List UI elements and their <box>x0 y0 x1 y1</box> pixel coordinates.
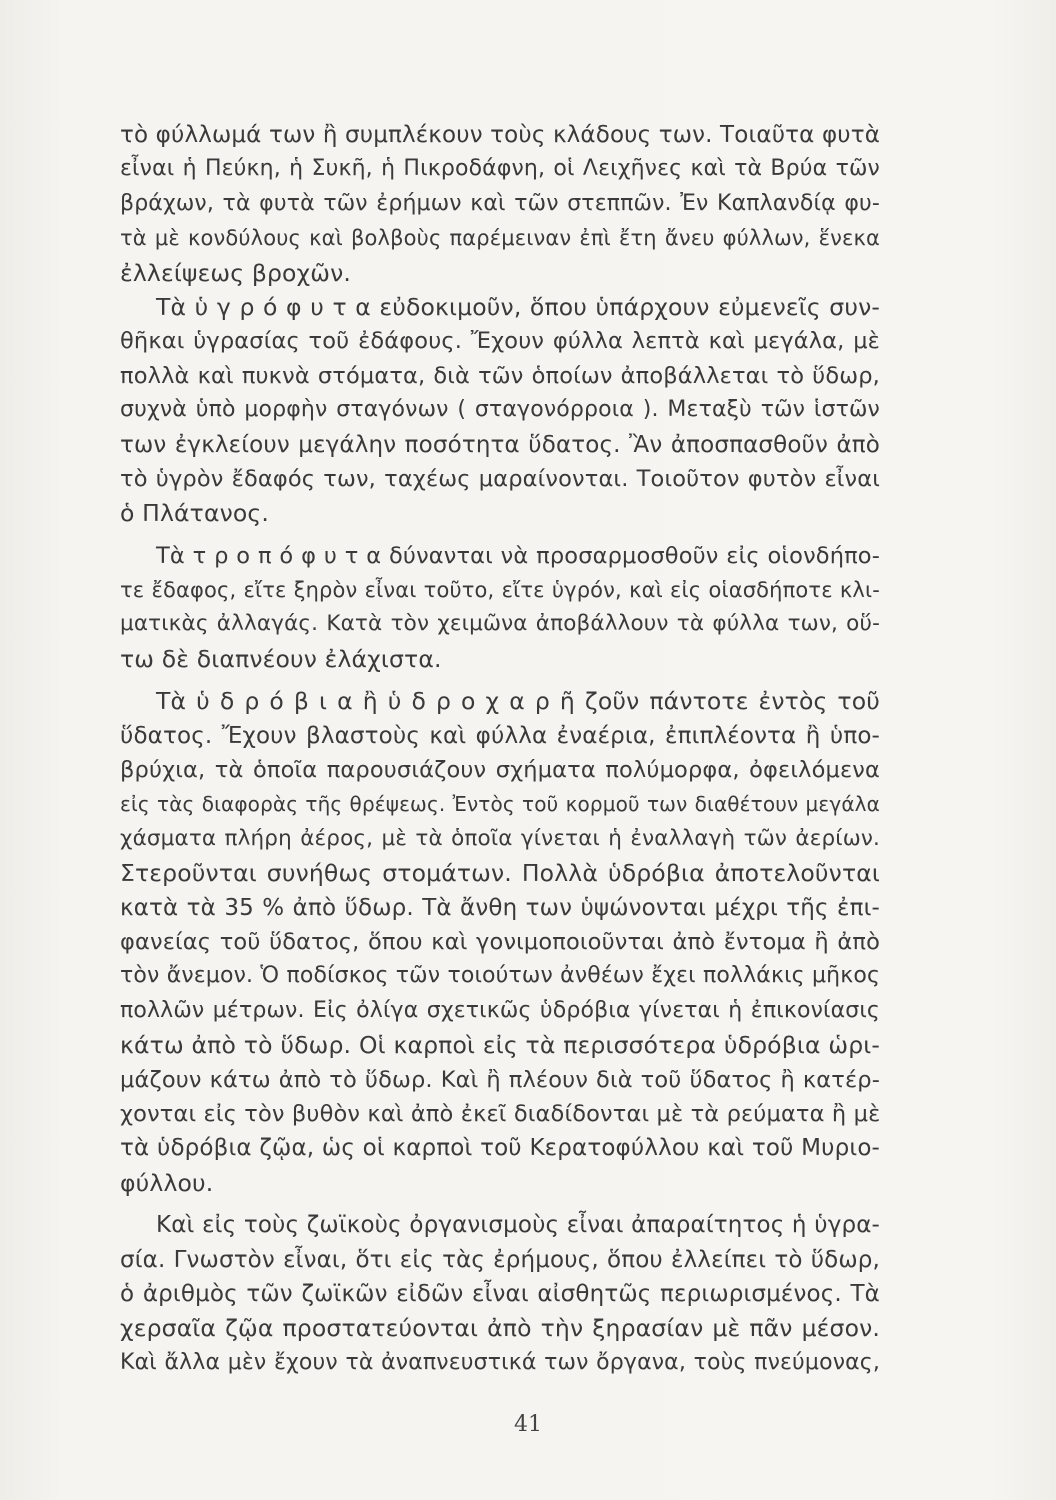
paragraph <box>120 539 880 677</box>
text-line: Στεροῦνται συνήθως στομάτων. Πολλὰ ὑδρόβια ἀποτελοῦνται <box>120 859 880 888</box>
text-line: θῆκαι ὑγρασίας τοῦ ἐδάφους. Ἔχουν φύλλα λεπτὰ καὶ μεγάλα, μὲ <box>120 328 880 355</box>
text-line: τὸ φύλλωμά των ἢ συμπλέκουν τοὺς κλάδους των. Τοιαῦτα φυτὰ <box>120 122 881 148</box>
text-line: Τὰ τ ρ ο π ό φ υ τ α δύνανται νὰ προσαρμοσθοῦν εἰς οἱονδήπο- <box>156 542 880 569</box>
text-line: ἐλλείψεως βροχῶν. <box>120 258 352 287</box>
text-line: των ἐγκλείουν μεγάλην ποσότητα ὕδατος. Ἂν ἀποσπασθοῦν ἀπὸ <box>120 431 880 458</box>
text-line: χονται εἰς τὸν βυθὸν καὶ ἀπὸ ἐκεῖ διαδίδονται μὲ τὰ ρεύματα ἢ μὲ <box>120 1100 881 1127</box>
text-line: πολλὰ καὶ πυκνὰ στόματα, διὰ τῶν ὁποίων ἀποβάλλεται τὸ ὕδωρ, <box>120 362 880 389</box>
text-line: ὁ ἀριθμὸς τῶν ζωϊκῶν εἰδῶν εἶναι αἰσθητῶς περιωρισμένος. Τὰ <box>120 1280 880 1307</box>
text-line: Καὶ εἰς τοὺς ζωϊκοὺς ὀργανισμοὺς εἶναι ἀπαραίτητος ἡ ὑγρα- <box>156 1212 880 1239</box>
text-line: τὸ ὑγρὸν ἔδαφός των, ταχέως μαραίνονται. Τοιοῦτον φυτὸν εἶναι <box>120 465 880 492</box>
text-line: Τὰ ὑ γ ρ ό φ υ τ α εὐδοκιμοῦν, ὅπου ὑπάρχουν εὐμενεῖς συν- <box>156 292 880 321</box>
text-line: χερσαῖα ζῷα προστατεύονται ἀπὸ τὴν ξηρασίαν μὲ πᾶν μέσον. <box>120 1314 880 1343</box>
text-line: πολλῶν μέτρων. Εἰς ὀλίγα σχετικῶς ὑδρόβια γίνεται ἡ ἐπικονίασις <box>120 997 880 1023</box>
text-line: Καὶ ἄλλα μὲν ἔχουν τὰ ἀναπνευστικά των ὄργανα, τοὺς πνεύμονας, <box>120 1349 880 1375</box>
text-line: Τὰ ὑ δ ρ ό β ι α ἢ ὑ δ ρ ο χ α ρ ῆ ζοῦν πάντοτε ἐντὸς τοῦ <box>156 687 880 716</box>
paragraph <box>120 1208 880 1380</box>
text-line: βράχων, τὰ φυτὰ τῶν ἐρήμων καὶ τῶν στεππῶν. Ἐν Καπλανδίᾳ φυ- <box>120 190 880 216</box>
body-text <box>120 118 880 1380</box>
text-line: ὕδατος. Ἔχουν βλαστοὺς καὶ φύλλα ἐναέρια, ἐπιπλέοντα ἢ ὑπο- <box>120 722 880 749</box>
text-line: τὰ μὲ κονδύλους καὶ βολβοὺς παρέμειναν ἐπὶ ἔτη ἄνευ φύλλων, ἕνεκα <box>120 226 880 251</box>
text-line: φανείας τοῦ ὕδατος, ὅπου καὶ γονιμοποιοῦνται ἀπὸ ἔντομα ἢ ἀπὸ <box>120 928 880 955</box>
text-line: τω δὲ διαπνέουν ἐλάχιστα. <box>120 644 442 673</box>
text-line: κατὰ τὰ 35 % ἀπὸ ὕδωρ. Τὰ ἄνθη των ὑψώνονται μέχρι τῆς ἐπι- <box>120 894 880 921</box>
text-line: εἶναι ἡ Πεύκη, ἡ Συκῆ, ἡ Πικροδάφνη, οἱ Λειχῆνες καὶ τὰ Βρύα τῶν <box>120 156 880 182</box>
text-line: μάζουν κάτω ἀπὸ τὸ ὕδωρ. Καὶ ἢ πλέουν διὰ τοῦ ὕδατος ἢ κατέρ- <box>120 1066 880 1093</box>
paragraph <box>120 684 880 1200</box>
text-line: ματικὰς ἀλλαγάς. Κατὰ τὸν χειμῶνα ἀποβάλλουν τὰ φύλλα των, οὕ- <box>120 611 880 637</box>
text-line: κάτω ἀπὸ τὸ ὕδωρ. Οἱ καρποὶ εἰς τὰ περισσότερα ὑδρόβια ὡρι- <box>120 1031 880 1060</box>
paragraph <box>120 290 880 531</box>
text-line: τε ἔδαφος, εἴτε ξηρὸν εἶναι τοῦτο, εἴτε ὑγρόν, καὶ εἰς οἱασδήποτε κλι- <box>120 578 880 603</box>
text-line: βρύχια, τὰ ὁποῖα παρουσιάζουν σχήματα πολύμορφα, ὀφειλόμενα <box>120 757 880 784</box>
text-line: εἰς τὰς διαφορὰς τῆς θρέψεως. Ἐντὸς τοῦ κορμοῦ των διαθέτουν μεγάλα <box>120 792 880 817</box>
text-line: σία. Γνωστὸν εἶναι, ὅτι εἰς τὰς ἐρήμους, ὅπου ἐλλείπει τὸ ὕδωρ, <box>120 1246 880 1273</box>
text-line: ὁ Πλάτανος. <box>120 499 269 528</box>
page-number: 41 <box>514 1412 542 1437</box>
paragraph <box>120 118 880 290</box>
text-line: τὸν ἄνεμον. Ὁ ποδίσκος τῶν τοιούτων ἀνθέων ἔχει πολλάκις μῆκος <box>120 963 880 989</box>
text-line: τὰ ὑδρόβια ζῷα, ὡς οἱ καρποὶ τοῦ Κερατοφύλλου καὶ τοῦ Μυριο- <box>120 1135 880 1162</box>
text-line: χάσματα πλήρη ἀέρος, μὲ τὰ ὁποῖα γίνεται ἡ ἐναλλαγὴ τῶν ἀερίων. <box>120 825 880 851</box>
text-line: φύλλου. <box>120 1168 214 1197</box>
text-line: συχνὰ ὑπὸ μορφὴν σταγόνων ( σταγονόρροια ). Μεταξὺ τῶν ἱστῶν <box>120 397 880 423</box>
